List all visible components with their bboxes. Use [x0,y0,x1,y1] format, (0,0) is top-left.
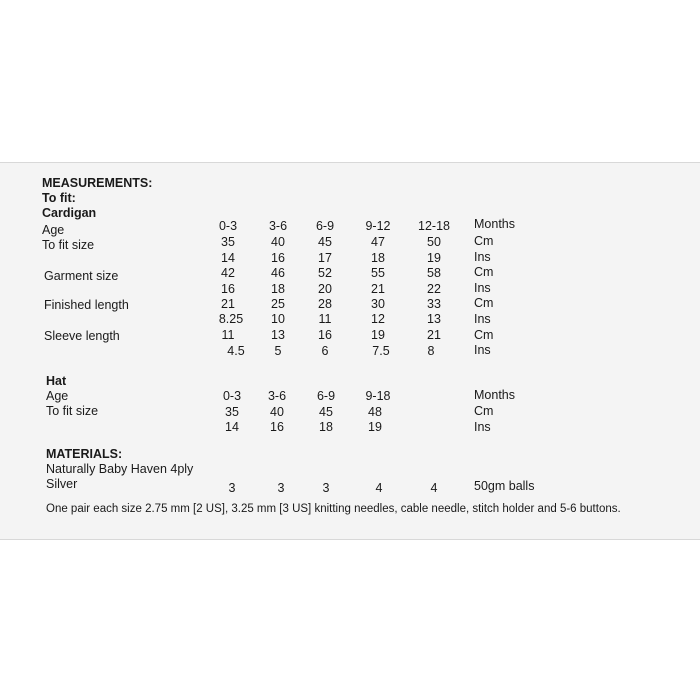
unit-cm: Cm [474,296,494,310]
cardigan-garment-in-cell: 21 [371,282,385,296]
cardigan-sleeve-cm-cell: 13 [271,328,285,342]
hat-age-cell: 3-6 [267,389,287,403]
unit-cm: Cm [474,265,494,279]
cardigan-to-fit-in-cell: 19 [427,251,441,265]
cardigan-to-fit-cm-cell: 35 [221,235,235,249]
hat-to-fit-cm-cell: 45 [319,405,333,419]
cardigan-to-fit-cm-cell: 40 [271,235,285,249]
cardigan-age-cell: 6-9 [315,219,335,233]
cardigan-length-label: Finished length [44,298,129,312]
balls-cell: 3 [322,481,330,495]
hat-age-unit: Months [474,388,515,402]
cardigan-length-cm-cell: 30 [371,297,385,311]
cardigan-garment-cm-cell: 52 [318,266,332,280]
materials-footer: One pair each size 2.75 mm [2 US], 3.25 mm [3 US] knitting needles, cable needle, stitch holder and 5-6 buttons. [46,503,621,515]
cardigan-age-cell: 3-6 [268,219,288,233]
cardigan-age-cell: 0-3 [218,219,238,233]
hat-to-fit-in-cell: 14 [225,420,239,434]
cardigan-length-cm-cell: 25 [271,297,285,311]
cardigan-sleeve-cm-cell: 19 [371,328,385,342]
cardigan-to-fit-in-cell: 14 [221,251,235,265]
hat-age-cell: 9-18 [365,389,391,403]
cardigan-sleeve-cm-cell: 11 [221,328,235,342]
cardigan-garment-in-cell: 22 [427,282,441,296]
hat-to-fit-label: To fit size [46,404,99,418]
cardigan-garment-label: Garment size [44,269,119,283]
unit-cm: Cm [474,404,494,418]
cardigan-sleeve-cm-cell: 21 [427,328,441,342]
hat-to-fit-cm-cell: 40 [270,405,284,419]
cardigan-to-fit-cm-cell: 50 [427,235,441,249]
cardigan-length-in-cell: 12 [371,312,385,326]
cardigan-sleeve-in-cell: 4.5 [227,344,245,358]
cardigan-length-cm-cell: 28 [318,297,332,311]
cardigan-length-cm-cell: 21 [221,297,235,311]
unit-ins: Ins [474,250,491,264]
cardigan-garment-cm-cell: 58 [427,266,441,280]
cardigan-age-unit: Months [474,217,515,231]
balls-cell: 4 [375,481,383,495]
pattern-card [0,162,700,540]
cardigan-to-fit-cm-cell: 47 [371,235,385,249]
hat-to-fit-in-cell: 18 [319,420,333,434]
cardigan-garment-in-cell: 20 [318,282,332,296]
cardigan-garment-cm-cell: 55 [371,266,385,280]
hat-heading: Hat [46,374,67,388]
cardigan-to-fit-in-cell: 17 [318,251,332,265]
cardigan-garment-in-cell: 16 [221,282,235,296]
cardigan-length-cm-cell: 33 [427,297,441,311]
cardigan-length-in-cell: 8.25 [218,312,244,326]
unit-ins: Ins [474,281,491,295]
cardigan-garment-cm-cell: 46 [271,266,285,280]
yarn-colour: Silver [46,477,78,491]
unit-ins: Ins [474,343,491,357]
unit-cm: Cm [474,234,494,248]
balls-unit: 50gm balls [474,479,535,493]
cardigan-sleeve-cm-cell: 16 [318,328,332,342]
hat-to-fit-in-cell: 19 [368,420,382,434]
cardigan-sleeve-in-cell: 8 [427,344,435,358]
cardigan-age-label: Age [42,223,65,237]
hat-age-label: Age [46,389,69,403]
hat-to-fit-cm-cell: 48 [368,405,382,419]
cardigan-age-cell: 12-18 [418,219,450,233]
measurements-heading: MEASUREMENTS: [42,176,153,190]
cardigan-sleeve-in-cell: 5 [274,344,282,358]
balls-cell: 4 [430,481,438,495]
hat-age-cell: 6-9 [316,389,336,403]
cardigan-sleeve-in-cell: 6 [321,344,329,358]
cardigan-length-in-cell: 13 [427,312,441,326]
to-fit-heading: To fit: [42,191,76,205]
cardigan-length-in-cell: 10 [271,312,285,326]
unit-cm: Cm [474,328,494,342]
balls-cell: 3 [228,481,236,495]
cardigan-heading: Cardigan [42,206,97,220]
cardigan-sleeve-in-cell: 7.5 [372,344,390,358]
cardigan-sleeve-label: Sleeve length [44,329,120,343]
cardigan-age-cell: 9-12 [365,219,391,233]
materials-heading: MATERIALS: [46,447,123,461]
cardigan-garment-cm-cell: 42 [221,266,235,280]
hat-age-cell: 0-3 [222,389,242,403]
cardigan-to-fit-label: To fit size [42,238,95,252]
balls-cell: 3 [277,481,285,495]
cardigan-length-in-cell: 11 [318,312,332,326]
cardigan-to-fit-cm-cell: 45 [318,235,332,249]
cardigan-garment-in-cell: 18 [271,282,285,296]
unit-ins: Ins [474,312,491,326]
yarn-name: Naturally Baby Haven 4ply [46,462,194,476]
hat-to-fit-in-cell: 16 [270,420,284,434]
hat-to-fit-cm-cell: 35 [225,405,239,419]
cardigan-to-fit-in-cell: 16 [271,251,285,265]
cardigan-to-fit-in-cell: 18 [371,251,385,265]
unit-ins: Ins [474,420,491,434]
